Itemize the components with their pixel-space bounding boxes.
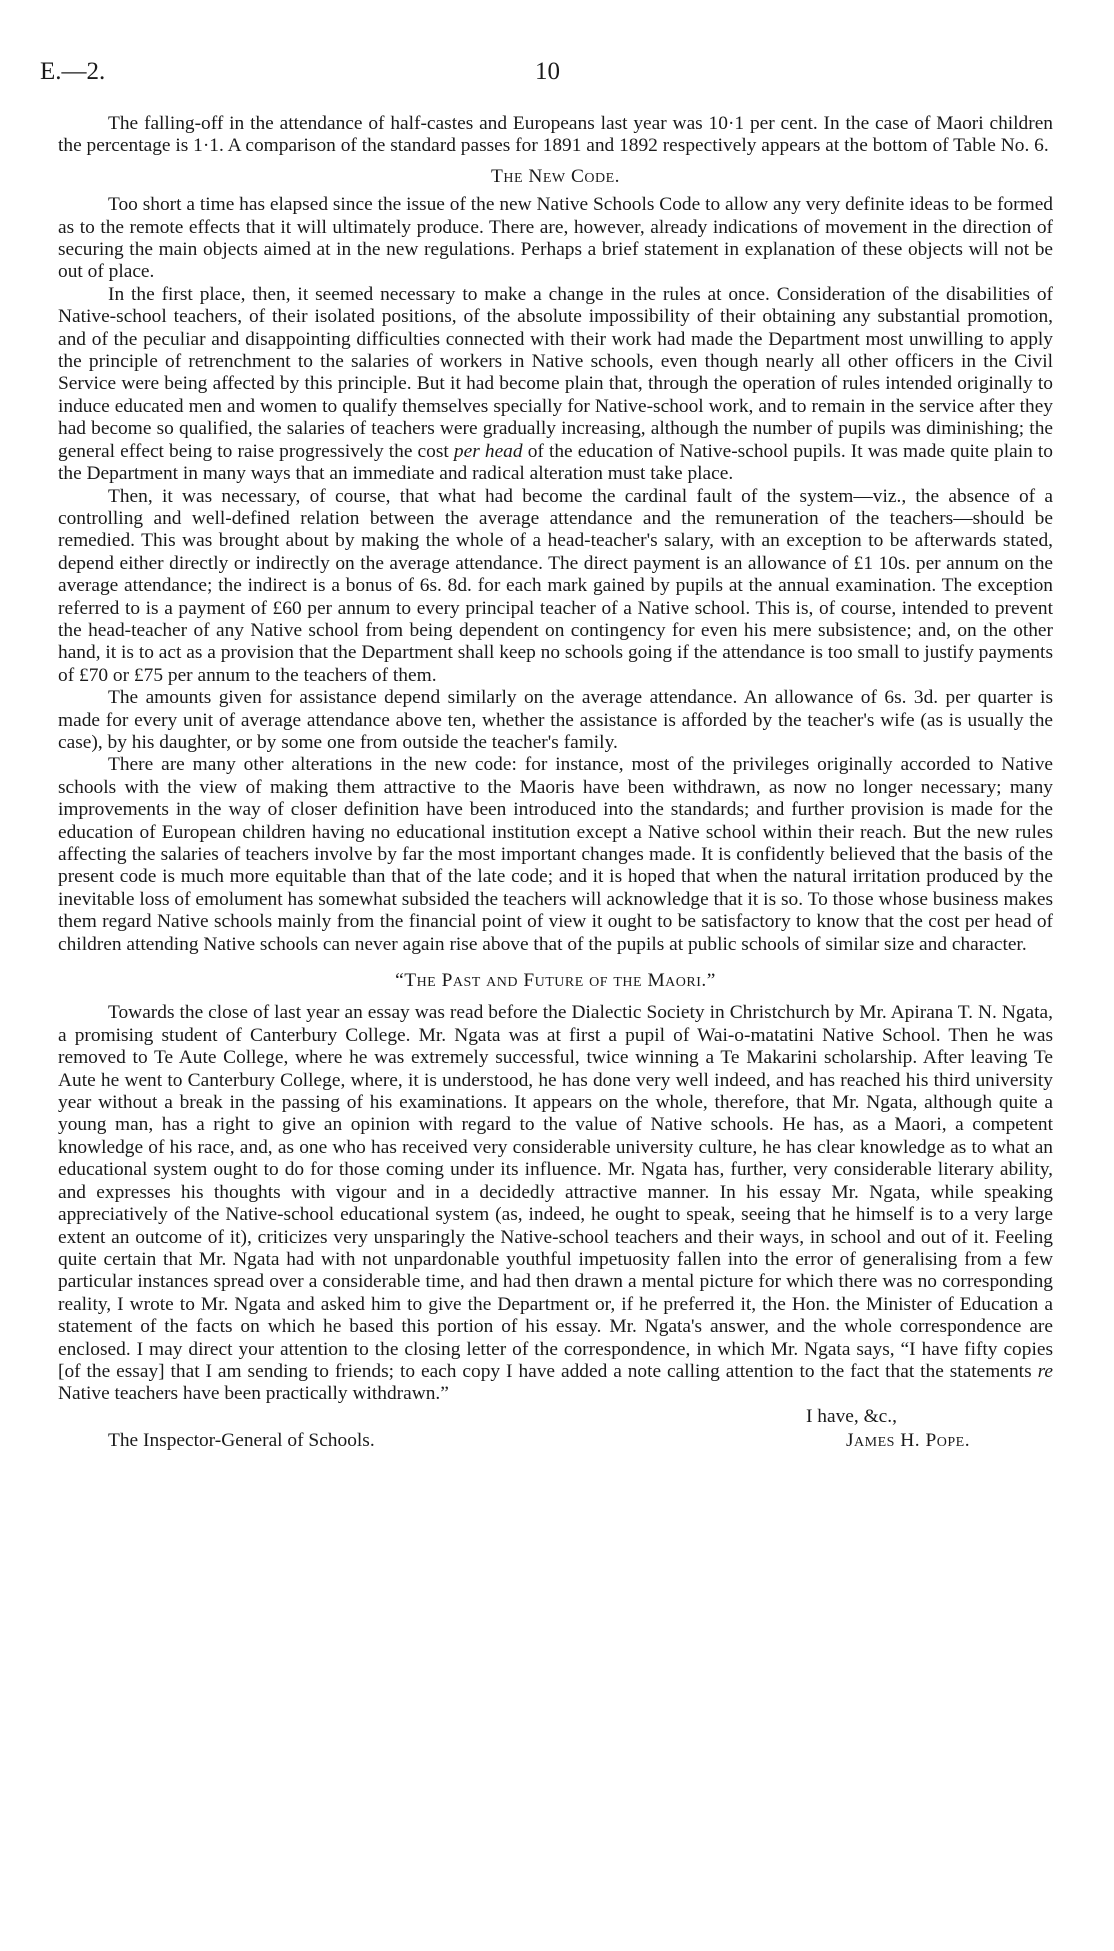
paragraph-text: In the first place, then, it seemed necessary to make a change in the rules at once. Consideration of the disabilities of Native-school teachers, of their isolated positions, of the absolute impossibility of their obtaining any substantial promotion, and of the peculiar and disappointing difficulties connected with their work had made the Department most unwilling to apply the principle of retrenchment to the salaries of workers in Native schools, even though nearly all other officers in the Civil Service were being affected by this principle. But it had become plain that, through the operation of rules intended originally to induce educated men and women to qualify themselves specially for Native-school work, and to remain in the service after they had become so qualified, the salaries of teachers were gradually increasing, although the number of pupils was diminishing; the general effect being to raise progressively the cost <box>58 283 1053 462</box>
new-code-paragraph-1: Too short a time has elapsed since the issue of the new Native Schools Code to allow any very definite ideas to be formed as to the remote effects that it will ultimately produce. There are, however, already indications of movement in the direction of securing the main objects aimed at in the new regulations. Perhaps a brief statement in explanation of these objects will not be out of place. <box>58 194 1053 283</box>
past-future-paragraph <box>58 1002 1053 1405</box>
page-number: 10 <box>535 58 560 85</box>
closing-row <box>58 1406 1053 1430</box>
closing-salutation: I have, &c., <box>806 1405 897 1427</box>
document-reference: E.—2. <box>40 58 106 85</box>
new-code-paragraph-4: The amounts given for assistance depend similarly on the average attendance. An allowance of 6s. 3d. per quarter is made for every unit of average attendance above ten, whether the assistance is afforded by the teacher's wife (as is usually the case), by his daughter, or by some one from outside the teacher's family. <box>58 687 1053 753</box>
section-heading-past-and-future: “The Past and Future of the Maori.” <box>395 970 716 992</box>
page-header <box>40 58 1074 98</box>
paragraph-text: of the education of Native-school pupils. It was made quite plain to the Department in many ways that an immediate and radical alteration must take place. <box>58 440 1053 485</box>
paragraph-text: Towards the close of last year an essay was read before the Dialectic Society in Christchurch by Mr. Apirana T. N. Ngata, a promising student of Canterbury College. Mr. Ngata was at first a pupil of Wai-o-matatini Native School. Then he was removed to Te Aute College, where he was extremely successful, twice winning a Te Makarini scholarship. After leaving Te Aute he went to Canterbury College, where, it is understood, he has done very well indeed, and has reached his third university year without a break in the passing of his examinations. It appears on the whole, therefore, that Mr. Ngata, although quite a young man, has a right to give an opinion with regard to the value of Native schools. He has, as a Maori, a competent knowledge of his race, and, as one who has received very considerable university culture, he has clear knowledge as to what an educational system ought to do for those coming under its influence. Mr. Ngata has, further, very considerable literary ability, and expresses his thoughts with vigour and in a decidedly attractive manner. In his essay Mr. Ngata, while speaking appreciatively of the Native-school educational system (as, indeed, he ought to speak, seeing that he himself is to a very large extent an outcome of it), criticizes very unsparingly the Native-school teachers and their ways, in school and out of it. Feeling quite certain that Mr. Ngata had with not unpardonable youthful impetuosity fallen into the error of generalising from a few particular instances spread over a considerable time, and had then drawn a mental picture for which there was no corresponding reality, I wrote to Mr. Ngata and asked him to give the Department or, if he preferred it, the Hon. the Minister of Education a statement of the facts on which he based this portion of his essay. Mr. Ngata's answer, and the whole correspondence are enclosed. I may direct your attention to the closing letter of the correspondence, in which Mr. Ngata says, “I have fifty copies [of the essay] that I am sending to friends; to each copy I have added a note calling attention to the fact that the statements <box>58 1002 1053 1382</box>
italic-phrase: per head <box>453 440 523 462</box>
new-code-paragraph-3: Then, it was necessary, of course, that what had become the cardinal fault of the system—viz., the absence of a controlling and well-defined relation between the average attendance and the remuneration of the teachers—should be remedied. This was brought about by making the whole of a head-teacher's salary, with an exception to be afterwards stated, depend either directly or indirectly on the average attendance. The direct payment is an allowance of £1 10s. per annum on the average attendance; the indirect is a bonus of 6s. 8d. for each mark gained by pupils at the annual examination. The exception referred to is a payment of £60 per annum to every principal teacher of a Native school. This is, of course, intended to prevent the head-teacher of any Native school from being dependent on contingency for even his mere subsistence; and, on the other hand, it is to act as a provision that the Department shall keep no schools going if the attendance is too small to justify payments of £70 or £75 per annum to the teachers of them. <box>58 485 1053 686</box>
new-code-paragraph-5: There are many other alterations in the new code: for instance, most of the privileges originally accorded to Native schools with the view of making them attractive to the Maoris have been withdrawn, as now no longer necessary; many improvements in the way of closer definition have been introduced into the standards; and further provision is made for the education of European children having no educational institution except a Native school within their reach. But the new rules affecting the salaries of teachers involve by far the most important changes made. It is confidently believed that the basis of the present code is much more equitable than that of the late code; and it is hoped that when the natural irritation produced by the inevitable loss of emolument has somewhat subsided the teachers will acknowledge that it is so. To those whose business makes them regard Native schools mainly from the financial point of view it ought to be satisfactory to know that the cost per head of children attending Native schools can never again rise above that of the pupils at public schools of similar size and character. <box>58 754 1053 955</box>
signature-row <box>58 1430 1053 1454</box>
section-heading-new-code: The New Code. <box>490 165 621 187</box>
document-body <box>58 113 1053 1454</box>
signature: James H. Pope. <box>846 1429 971 1451</box>
paragraph-text: Native teachers have been practically withdrawn.” <box>58 1383 449 1405</box>
intro-paragraph: The falling-off in the attendance of half-castes and Europeans last year was 10·1 per cent. In the case of Maori children the percentage is 1·1. A comparison of the standard passes for 1891 and 1892 respectively appears at the bottom of Table No. 6. <box>58 113 1053 157</box>
addressee: The Inspector-General of Schools. <box>108 1429 375 1451</box>
italic-word: re <box>1037 1360 1053 1382</box>
new-code-paragraph-2 <box>58 284 1053 486</box>
